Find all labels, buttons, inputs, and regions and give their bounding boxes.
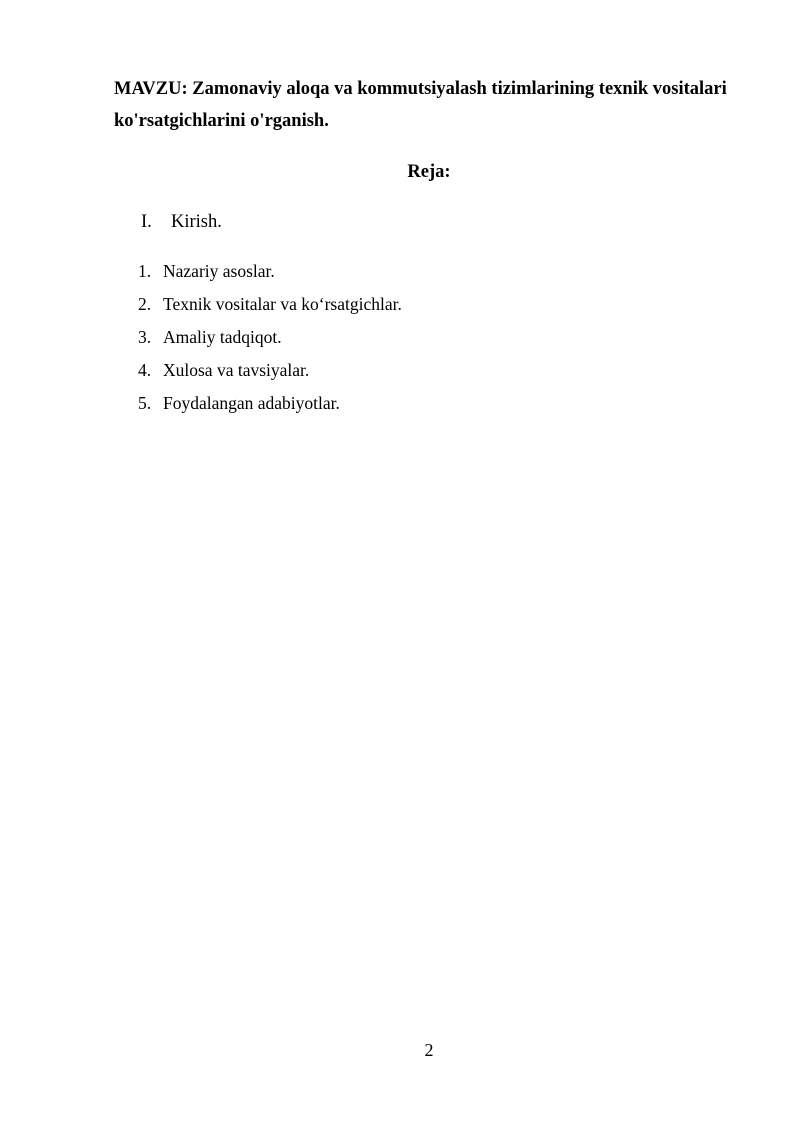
list-item [138, 292, 402, 325]
list-item-number: 1. [138, 261, 152, 281]
list-item-number: 3. [138, 327, 152, 347]
plan-heading: Reja: [407, 162, 451, 182]
list-item [138, 391, 402, 424]
list-item-label: Xulosa va tavsiyalar. [163, 360, 310, 380]
intro-number: I. [141, 212, 152, 232]
list-item-label: Foydalangan adabiyotlar. [163, 393, 340, 413]
plan-list [138, 259, 402, 424]
document-title [114, 73, 754, 137]
list-item-label: Nazariy asoslar. [163, 261, 275, 281]
page-number: 2 [424, 1040, 434, 1060]
intro-item [141, 210, 222, 234]
list-item-number: 2. [138, 294, 152, 314]
list-item-number: 5. [138, 393, 152, 413]
list-item [138, 259, 402, 292]
title-line-2: ko'rsatgichlarini o'rganish. [114, 111, 329, 131]
list-item-label: Texnik vositalar va ko‘rsatgichlar. [163, 294, 402, 314]
list-item [138, 358, 402, 391]
list-item-number: 4. [138, 360, 152, 380]
title-line-1: MAVZU: Zamonaviy aloqa va kommutsiyalash tizimlarining texnik vositalari [114, 79, 727, 99]
list-item-label: Amaliy tadqiqot. [163, 327, 282, 347]
list-item [138, 325, 402, 358]
intro-label: Kirish. [171, 212, 222, 232]
